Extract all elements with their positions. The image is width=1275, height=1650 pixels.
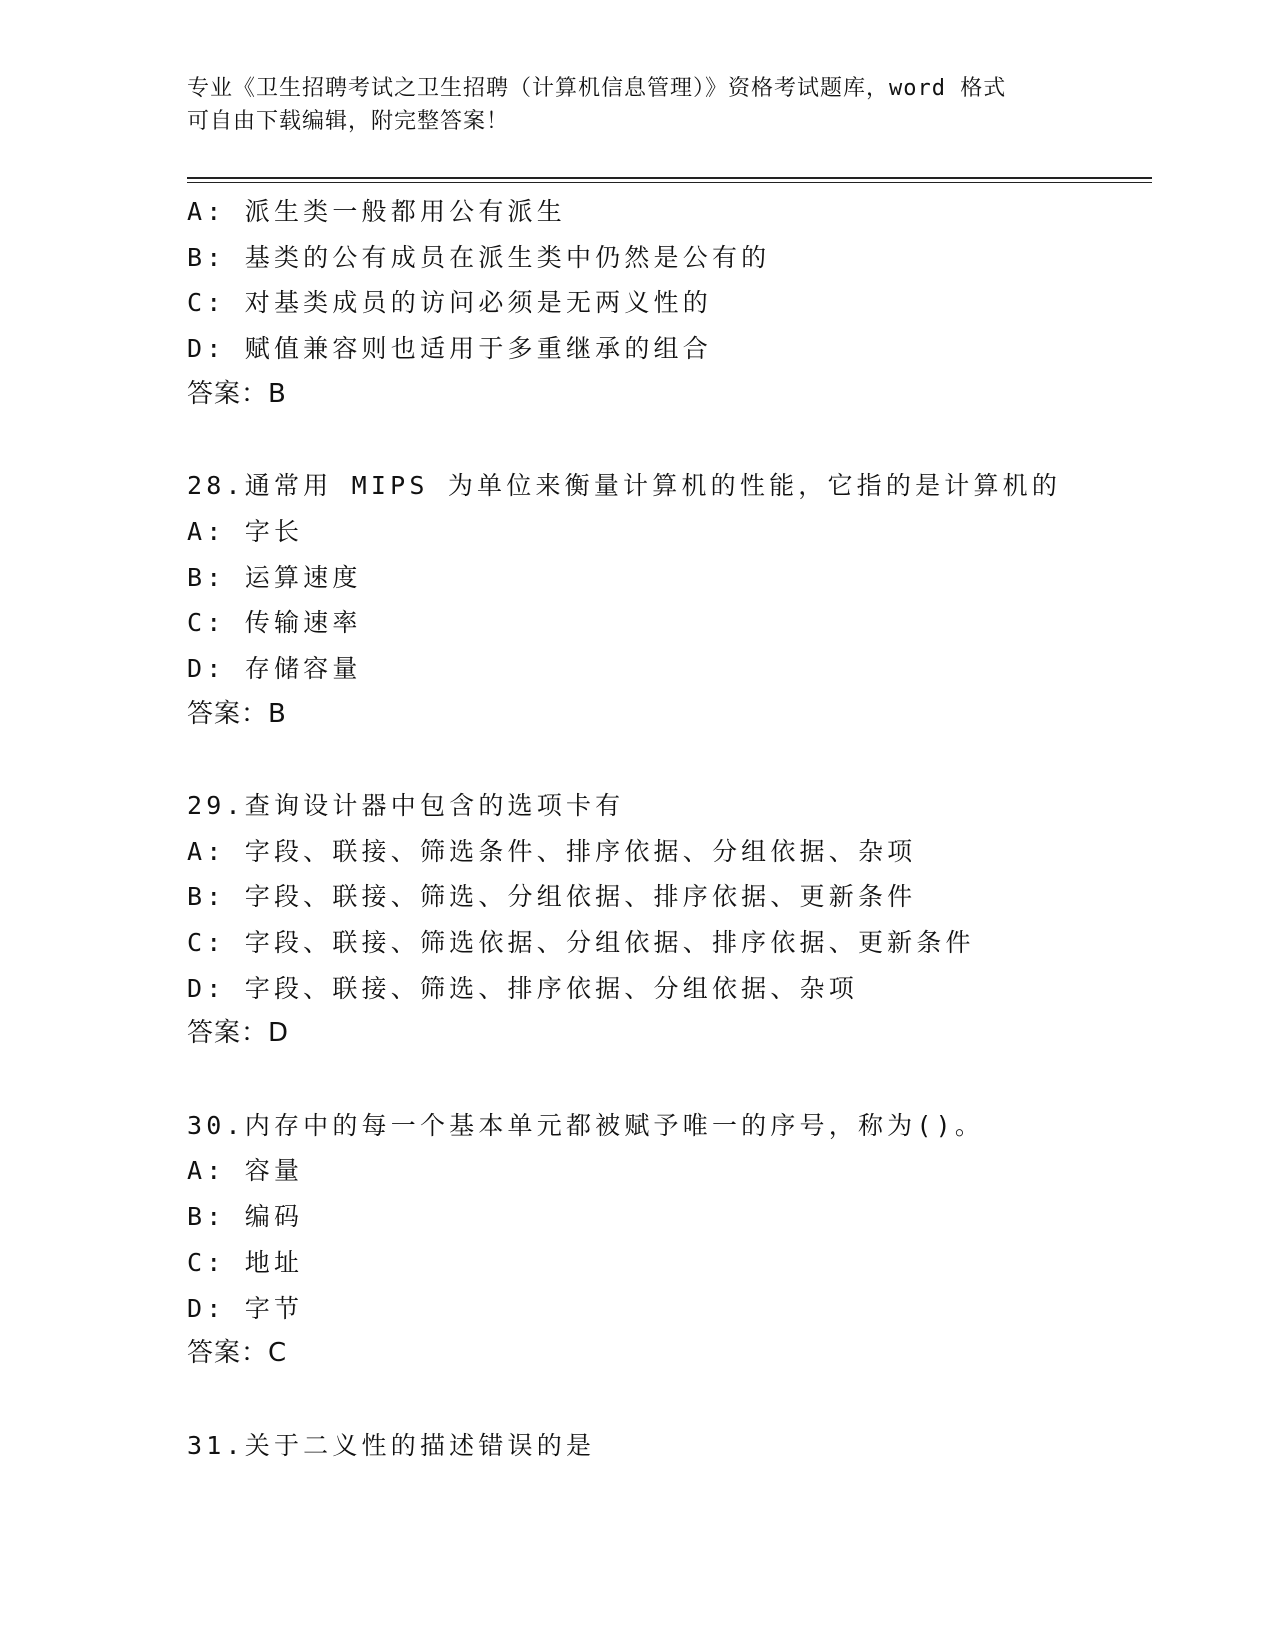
option-a: A: 字段、联接、筛选条件、排序依据、分组依据、杂项 xyxy=(187,836,917,866)
spacer xyxy=(187,737,1147,783)
option-b: B: 字段、联接、筛选、分组依据、排序依据、更新条件 xyxy=(187,882,917,912)
question-block-28 xyxy=(187,463,1147,737)
answer-line: 答案：B xyxy=(187,378,287,409)
question-block-27 xyxy=(187,189,1147,417)
spacer xyxy=(187,417,1147,463)
document-header xyxy=(187,72,1077,138)
question-block-29 xyxy=(187,783,1147,1057)
question-block-31 xyxy=(187,1423,1147,1469)
option-a: A: 字长 xyxy=(187,516,304,546)
header-title-line-1: 专业《卫生招聘考试之卫生招聘（计算机信息管理）》资格考试题库，word 格式 xyxy=(187,76,1007,101)
question-text: 29.查询设计器中包含的选项卡有 xyxy=(187,790,625,820)
question-list xyxy=(187,189,1147,1468)
header-title-line-2: 可自由下载编辑，附完整答案！ xyxy=(187,109,510,134)
spacer xyxy=(187,1057,1147,1103)
question-text: 28.通常用 MIPS 为单位来衡量计算机的性能，它指的是计算机的 xyxy=(187,471,1062,501)
option-a: A: 容量 xyxy=(187,1156,304,1186)
answer-line: 答案：C xyxy=(187,1338,288,1369)
option-b: B: 编码 xyxy=(187,1202,304,1232)
answer-line: 答案：D xyxy=(187,1018,290,1049)
question-text: 31.关于二义性的描述错误的是 xyxy=(187,1430,596,1460)
question-text: 30.内存中的每一个基本单元都被赋予唯一的序号，称为()。 xyxy=(187,1110,985,1140)
option-c: C: 对基类成员的访问必须是无两义性的 xyxy=(187,288,712,318)
option-d: D: 赋值兼容则也适用于多重继承的组合 xyxy=(187,334,712,364)
question-block-30 xyxy=(187,1103,1147,1377)
option-c: C: 地址 xyxy=(187,1247,304,1277)
option-c: C: 字段、联接、筛选依据、分组依据、排序依据、更新条件 xyxy=(187,928,975,957)
option-b: B: 运算速度 xyxy=(187,562,362,592)
header-divider-thin xyxy=(187,182,1152,183)
spacer xyxy=(187,1377,1147,1423)
header-divider-thick xyxy=(187,177,1152,179)
option-a: A: 派生类一般都用公有派生 xyxy=(187,197,566,226)
option-d: D: 字段、联接、筛选、排序依据、分组依据、杂项 xyxy=(187,973,858,1003)
option-d: D: 存储容量 xyxy=(187,653,362,683)
option-b: B: 基类的公有成员在派生类中仍然是公有的 xyxy=(187,242,771,272)
answer-line: 答案：B xyxy=(187,698,287,729)
option-c: C: 传输速率 xyxy=(187,608,362,638)
option-d: D: 字节 xyxy=(187,1293,304,1323)
